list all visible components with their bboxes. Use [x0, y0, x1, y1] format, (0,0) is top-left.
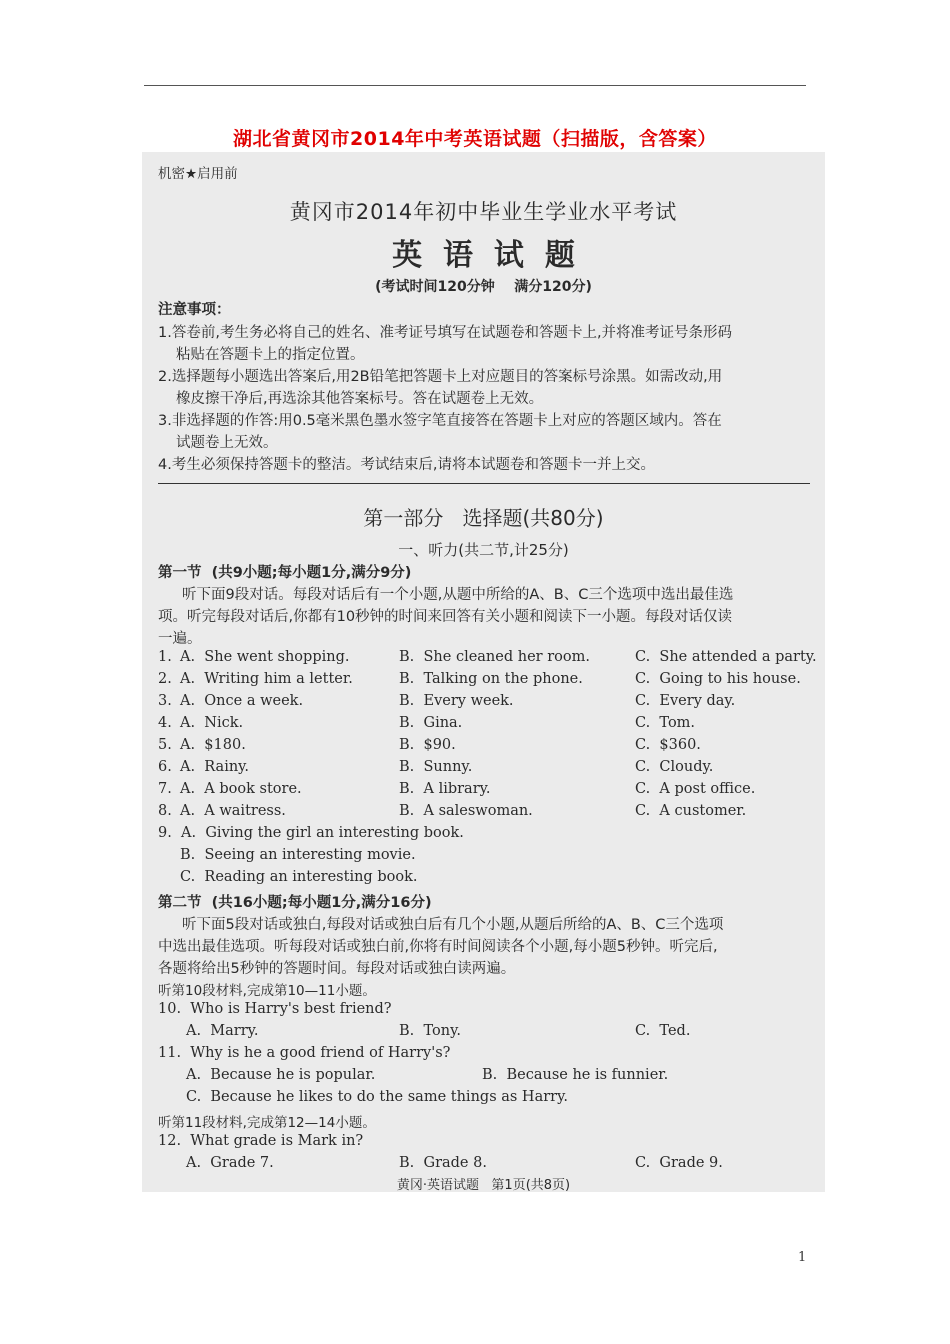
question-number: 7. — [158, 781, 172, 797]
q11-stem: 11. Why is he a good friend of Harry's? — [158, 1045, 451, 1061]
q12-option-c: C. Grade 9. — [635, 1155, 723, 1171]
option-b: B. Every week. — [399, 693, 514, 709]
listening-heading: 一、听力(共二节,计25分) — [398, 541, 569, 559]
part-one-heading: 第一部分 选择题(共80分) — [363, 506, 604, 530]
note-line: 橡皮擦干净后,再选涂其他答案标号。答在试题卷上无效。 — [176, 391, 544, 407]
instruction-line: 听下面5段对话或独白,每段对话或独白后有几个小题,从题后所给的A、B、C三个选项 — [182, 917, 724, 933]
question-number: 2. — [158, 671, 172, 687]
section-divider — [158, 483, 810, 484]
option-a: A. Nick. — [180, 715, 244, 731]
option-b: B. Gina. — [399, 715, 463, 731]
scan-footer: 黄冈·英语试题 第1页(共8页) — [396, 1178, 571, 1192]
question-number: 4. — [158, 715, 172, 731]
note-line: 粘贴在答题卡上的指定位置。 — [176, 347, 365, 363]
option-c: C. Cloudy. — [635, 759, 714, 775]
option-c: C. $360. — [635, 737, 701, 753]
option-a: A. Writing him a letter. — [180, 671, 353, 687]
subject-title: 英 语 试 题 — [392, 238, 575, 273]
instruction-line: 项。听完每段对话后,你都有10秒钟的时间来回答有关小题和阅读下一小题。每段对话仅读 — [158, 609, 733, 625]
q9-option-c: C. Reading an interesting book. — [180, 869, 418, 885]
q11-option-c: C. Because he likes to do the same things as Harry. — [186, 1089, 568, 1105]
note-line: 4.考生必须保持答题卡的整洁。考试结束后,请将本试题卷和答题卡一并上交。 — [158, 457, 655, 473]
material-label: 听第11段材料,完成第12—14小题。 — [158, 1115, 376, 1131]
exam-name: 黄冈市2014年初中毕业生学业水平考试 — [289, 200, 678, 224]
q9-option-a: 9. A. Giving the girl an interesting book. — [158, 825, 464, 841]
q12-stem: 12. What grade is Mark in? — [158, 1133, 364, 1149]
section-two-heading: 第二节 (共16小题;每小题1分,满分16分) — [158, 895, 432, 911]
option-a: A. A waitress. — [180, 803, 286, 819]
q10-stem: 10. Who is Harry's best friend? — [158, 1001, 392, 1017]
option-a: A. She went shopping. — [180, 649, 350, 665]
material-label: 听第10段材料,完成第10—11小题。 — [158, 983, 376, 999]
instruction-line: 听下面9段对话。每段对话后有一个小题,从题中所给的A、B、C三个选项中选出最佳选 — [182, 587, 734, 603]
page-number: 1 — [798, 1250, 807, 1265]
note-line: 1.答卷前,考生务必将自己的姓名、准考证号填写在试题卷和答题卡上,并将准考证号条形码 — [158, 325, 733, 341]
document-title: 湖北省黄冈市2014年中考英语试题（扫描版，含答案） — [233, 128, 717, 150]
instruction-line: 中选出最佳选项。听每段对话或独白前,你将有时间阅读各个小题,每小题5秒钟。听完后, — [158, 939, 718, 955]
q10-option-b: B. Tony. — [399, 1023, 461, 1039]
q12-option-a: A. Grade 7. — [186, 1155, 274, 1171]
question-number: 1. — [158, 649, 172, 665]
option-c: C. Tom. — [635, 715, 696, 731]
option-c: C. She attended a party. — [635, 649, 817, 665]
q10-option-c: C. Ted. — [635, 1023, 691, 1039]
question-number: 8. — [158, 803, 172, 819]
scanned-exam-page — [142, 152, 825, 1192]
exam-info: (考试时间120分钟 满分120分) — [375, 279, 592, 295]
question-number: 3. — [158, 693, 172, 709]
option-c: C. A post office. — [635, 781, 756, 797]
q12-option-b: B. Grade 8. — [399, 1155, 487, 1171]
question-number: 5. — [158, 737, 172, 753]
option-b: B. $90. — [399, 737, 456, 753]
notes-heading: 注意事项： — [158, 302, 231, 318]
q11-option-b: B. Because he is funnier. — [482, 1067, 669, 1083]
q9-option-b: B. Seeing an interesting movie. — [180, 847, 416, 863]
option-b: B. A library. — [399, 781, 491, 797]
option-a: A. Rainy. — [180, 759, 250, 775]
q11-option-a: A. Because he is popular. — [186, 1067, 376, 1083]
note-line: 2.选择题每小题选出答案后,用2B铅笔把答题卡上对应题目的答案标号涂黑。如需改动,用 — [158, 369, 723, 385]
question-number: 6. — [158, 759, 172, 775]
header-rule — [144, 85, 806, 86]
note-line: 试题卷上无效。 — [176, 435, 278, 451]
note-line: 3.非选择题的作答:用0.5毫米黑色墨水签字笔直接答在答题卡上对应的答题区域内。答在 — [158, 413, 722, 429]
option-b: B. Talking on the phone. — [399, 671, 583, 687]
option-b: B. A saleswoman. — [399, 803, 533, 819]
option-c: C. Going to his house. — [635, 671, 801, 687]
option-c: C. A customer. — [635, 803, 747, 819]
option-a: A. $180. — [180, 737, 246, 753]
option-c: C. Every day. — [635, 693, 736, 709]
option-b: B. She cleaned her room. — [399, 649, 590, 665]
instruction-line: 各题将给出5秒钟的答题时间。每段对话或独白读两遍。 — [158, 961, 516, 977]
option-a: A. Once a week. — [180, 693, 304, 709]
section-one-heading: 第一节 (共9小题;每小题1分,满分9分) — [158, 565, 412, 581]
q10-option-a: A. Marry. — [186, 1023, 259, 1039]
option-a: A. A book store. — [180, 781, 302, 797]
option-b: B. Sunny. — [399, 759, 473, 775]
confidential-label: 机密★启用前 — [158, 166, 238, 182]
instruction-line: 一遍。 — [158, 631, 202, 647]
